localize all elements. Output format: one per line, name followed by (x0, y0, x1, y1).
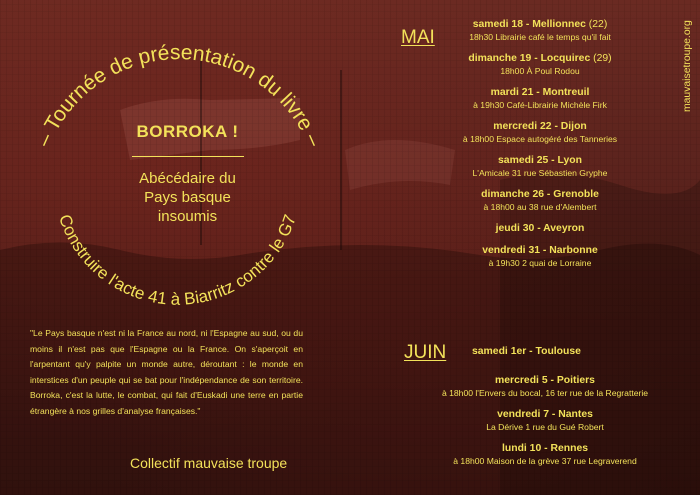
event-item (440, 18, 640, 43)
event-title: lundi 10 - Rennes (501, 443, 589, 454)
book-subtitle-line: insoumis (157, 208, 218, 225)
event-title: mardi 21 - Montreuil (490, 87, 590, 98)
event-item (440, 222, 640, 235)
event-title: samedi 18 - Mellionnec (472, 19, 586, 30)
event-detail: à 18h00 au 38 rue d'Alembert (483, 202, 597, 212)
event-item (440, 120, 640, 145)
month-label-mai: MAI (401, 27, 435, 48)
event-detail: à 18h00 Espace autogéré des Tanneries (462, 134, 618, 144)
event-title: vendredi 31 - Narbonne (482, 245, 598, 256)
event-item (400, 442, 690, 467)
book-quote: "Le Pays basque n'est ni la France au nord, ni l'Espagne au sud, ou du moins il n'est pas que l'Espagne ou la France. On s'aperçoit en l'arpentant qu'y palpite un monde autre, déroutant : le monde en interstices d'un peuple qui se bat pour l'indépendance de son territoire. Borroka, c'est la lutte, le combat, qui fait d'Euskadi une terre en partie étrangère à nos grilles d'analyse françaises." (30, 328, 303, 416)
event-item (440, 188, 640, 213)
website-text: mauvaisetroupe.org (682, 20, 693, 112)
event-detail: à 19h30 2 quai de Lorraine (488, 258, 592, 268)
event-dept: (29) (593, 53, 612, 64)
signature: Collectif mauvaise troupe (130, 455, 288, 471)
event-item (440, 154, 640, 179)
event-item (440, 86, 640, 111)
event-title: mercredi 22 - Dijon (493, 121, 587, 132)
event-title: vendredi 7 - Nantes (497, 409, 593, 420)
event-title: jeudi 30 - Aveyron (495, 223, 585, 234)
event-title: samedi 1er - Toulouse (472, 346, 581, 357)
event-detail: à 18h00 Maison de la grève 37 rue Legraverend (453, 456, 637, 466)
event-detail: L'Amicale 31 rue Sébastien Gryphe (472, 168, 608, 178)
book-subtitle-line: Pays basque (144, 189, 231, 206)
events-mai (440, 18, 640, 278)
event-title: dimanche 26 - Grenoble (481, 189, 599, 200)
book-subtitle-line: Abécédaire du (139, 170, 236, 187)
month-label-juin: JUIN (404, 342, 447, 363)
event-item (440, 244, 640, 269)
tour-subtitle: Construire l'acte 41 à Biarritz contre le G7 (55, 211, 300, 309)
book-title: BORROKA ! (136, 122, 239, 141)
events-juin (400, 374, 690, 476)
event-dept: (22) (588, 19, 608, 30)
event-detail: 18h00 À Poul Rodou (500, 66, 580, 76)
event-item (400, 374, 690, 399)
event-detail: La Dérive 1 rue du Gué Robert (486, 422, 604, 432)
tour-title: – Tournée de présentation du livre – (32, 40, 326, 150)
event-item (400, 408, 690, 433)
event-title: mercredi 5 - Poitiers (495, 375, 595, 386)
book-title-block (95, 120, 280, 226)
title-divider (132, 156, 244, 157)
event-item (440, 52, 640, 77)
event-detail: à 19h30 Café-Librairie Michèle Firk (473, 100, 607, 110)
event-detail: à 18h00 l'Envers du bocal, 16 ter rue de la Regratterie (441, 388, 649, 398)
event-title: dimanche 19 - Locquirec (468, 53, 591, 64)
event-title: samedi 25 - Lyon (498, 155, 582, 166)
event-detail: 18h30 Librairie café le temps qu'il fait (469, 32, 611, 42)
